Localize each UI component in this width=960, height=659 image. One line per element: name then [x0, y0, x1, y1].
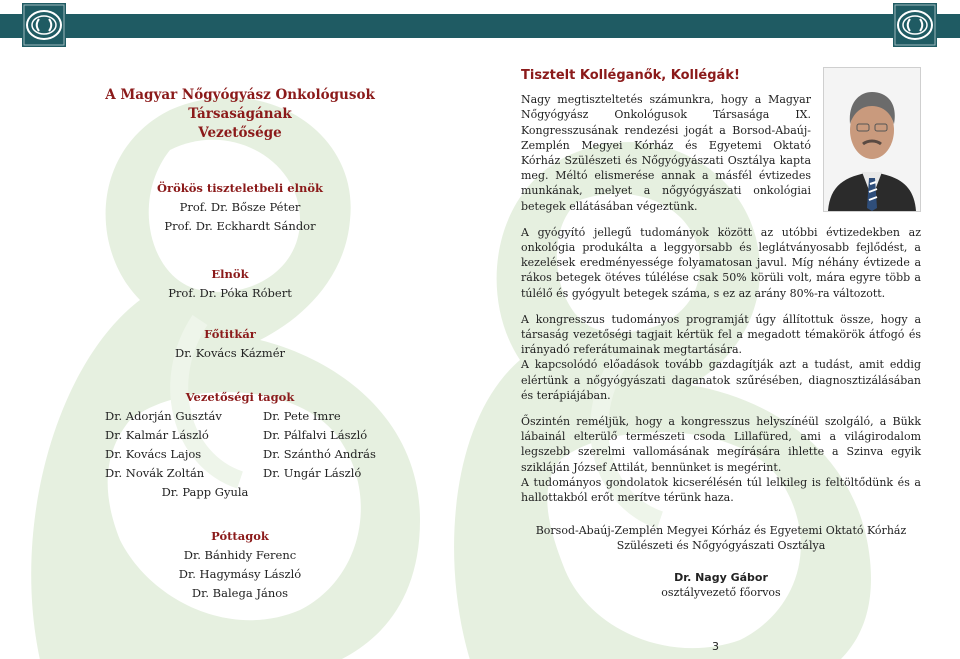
- name-entry: Dr. Hagymásy László: [178, 567, 302, 581]
- paragraph: A kongresszus tudományos programját úgy állítottuk össze, hogy a társaság vezetőségi tagjait kértük fel a megadott témakörök átfogó és irányadó referátumainak megtartására.: [521, 312, 921, 357]
- board-list: [60, 86, 420, 603]
- letter-greeting: Tisztelt Kolléganők, Kollégák!: [521, 68, 740, 83]
- name-entry: Dr. Pálfalvi László: [263, 428, 368, 442]
- society-logo-icon: [22, 3, 66, 47]
- institution-line-1: Borsod-Abaúj-Zemplén Megyei Kórház és Egyetemi Oktató Kórház: [535, 524, 907, 538]
- name-entry: Prof. Dr. Bősze Péter: [179, 200, 301, 214]
- section-heading: Főtitkár: [204, 327, 256, 341]
- page-number: 3: [712, 640, 719, 653]
- name-entry: Prof. Dr. Póka Róbert: [168, 286, 292, 300]
- signer-name: Dr. Nagy Gábor: [674, 570, 768, 584]
- members-grid: [88, 407, 420, 483]
- paragraph: Őszintén reméljük, hogy a kongresszus helyszínéül szolgáló, a Bükk lábainál elterülő természeti csoda Lillafüred, ami a világirodalom legszebb szerelmi vallomásának megírására ihlette a Szinva egyik szikláján József Attilát, bennünket is megérint.: [521, 415, 921, 474]
- society-logo-icon: [893, 3, 937, 47]
- name-entry: Dr. Novák Zoltán: [105, 466, 205, 480]
- paragraph: A gyógyító jellegű tudományok között az utóbbi évtizedekben az onkológia produkálta a leggyorsabb és leglátványosabb fejlődést, a kezelések eredményessége folyamatosan javul. Míg néhány évtizede a rákos betegek ötéves túlélése csak 50% körüli volt, mára egyre több a túlélő és gyógyult betegek száma, s ez az arány 80%-ra változott.: [521, 225, 921, 300]
- honorary-section: [60, 179, 420, 236]
- section-heading: Póttagok: [211, 529, 269, 543]
- name-entry: Dr. Papp Gyula: [161, 485, 249, 499]
- name-entry: Prof. Dr. Eckhardt Sándor: [164, 219, 316, 233]
- name-entry: Dr. Kalmár László: [105, 428, 209, 442]
- top-bar: [0, 14, 960, 38]
- section-heading: Örökös tiszteletbeli elnök: [157, 181, 323, 195]
- page-title: [60, 86, 420, 143]
- name-entry: Dr. Ungár László: [263, 466, 362, 480]
- name-entry: Dr. Adorján Gusztáv: [105, 409, 222, 423]
- board-members-section: [60, 388, 420, 502]
- letter: [521, 68, 921, 600]
- name-entry: Dr. Kovács Kázmér: [174, 346, 286, 360]
- title-line-1: A Magyar Nőgyógyász Onkológusok Társaságának: [105, 87, 375, 122]
- name-entry: Dr. Pete Imre: [263, 409, 341, 423]
- name-entry: Dr. Szánthó András: [263, 447, 376, 461]
- paragraph: A kapcsolódó előadások tovább gazdagítják azt a tudást, amit eddig elértünk a nőgyógyászati daganatok szűrésében, diagnosztizálásában és terápiájában.: [521, 358, 921, 402]
- title-line-2: Vezetősége: [198, 125, 282, 141]
- paragraph: A tudományos gondolatok kicserélésén túl lelkileg is feltöltődünk és a hallottakból erőt merítve térünk haza.: [521, 475, 921, 505]
- signature-block: [521, 523, 921, 600]
- section-heading: Elnök: [211, 267, 249, 281]
- name-entry: Dr. Bánhidy Ferenc: [183, 548, 297, 562]
- name-entry: Dr. Balega János: [191, 586, 289, 600]
- section-heading: Vezetőségi tagok: [185, 390, 295, 404]
- paragraph: Nagy megtiszteltetés számunkra, hogy a Magyar Nőgyógyász Onkológusok Társasága IX. Kongresszusának rendezési jogát a Borsod-Abaúj-Zemplén Megyei Kórház és Egyetemi Oktató Kórház Szülészeti és Nőgyógyászati Osztálya kapta meg. Méltó elismerése annak a másfél évtizedes munkának, melyet a nőgyógyászati onkológiai betegek ellátásában végeztünk.: [521, 93, 811, 213]
- substitutes-section: [60, 527, 420, 603]
- president-section: [40, 265, 420, 303]
- signer-title: osztályvezető főorvos: [661, 585, 781, 599]
- name-entry: Dr. Kovács Lajos: [105, 447, 202, 461]
- secretary-section: [40, 325, 420, 363]
- institution: [521, 523, 921, 553]
- institution-line-2: Szülészeti és Nőgyógyászati Osztálya: [616, 539, 826, 553]
